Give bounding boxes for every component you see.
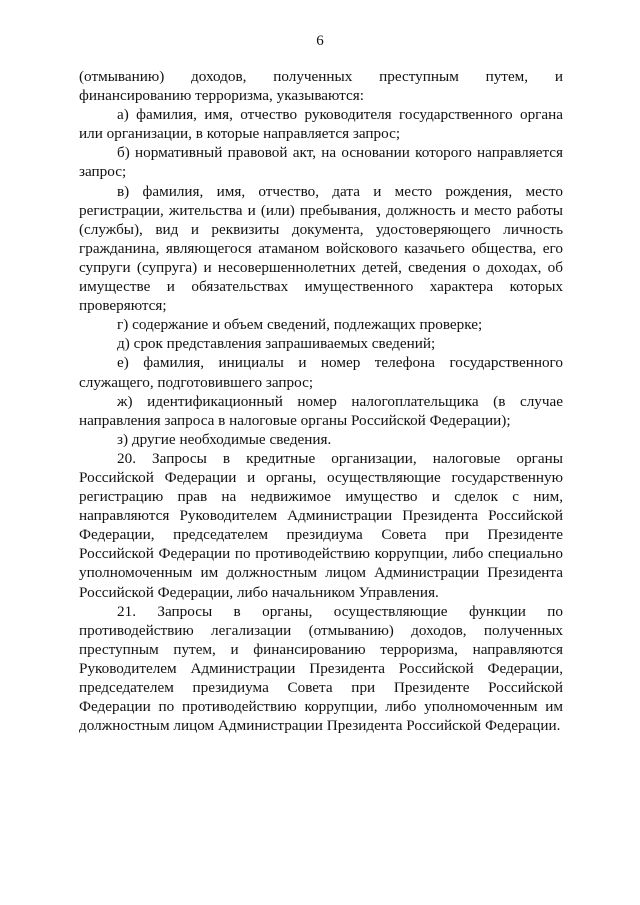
- paragraph-item-d: д) срок представления запрашиваемых сведений;: [117, 335, 436, 353]
- paragraph-section-21: 21. Запросы в органы, осуществляющие функции по противодействию легализации (отмыванию) доходов, полученных преступным путем, и финансированию терроризма, направляются Руководителем Администрации Президента Российской Федерации, председателем президиума Совета при Президенте Российской Федерации по противодействию коррупции, либо уполномоченным им должностным лицом Администрации Президента Российской Федерации.: [79, 602, 563, 735]
- document-body: [79, 67, 563, 735]
- paragraph-section-20: 20. Запросы в кредитные организации, налоговые органы Российской Федерации и органы, осуществляющие государственную регистрацию прав на недвижимое имущество и сделок с ним, направляются Руководителем Администрации Президента Российской Федерации, председателем президиума Совета при Президенте Российской Федерации по противодействию коррупции, либо специально уполномоченным им должностным лицом Администрации Президента Российской Федерации, либо начальником Управления.: [79, 449, 563, 601]
- page-number: 6: [316, 33, 324, 49]
- paragraph-item-zh: ж) идентификационный номер налогоплательщика (в случае направления запроса в налоговые органы Российской Федерации);: [79, 392, 563, 429]
- paragraph-item-e: е) фамилия, инициалы и номер телефона государственного служащего, подготовившего запрос;: [79, 354, 563, 391]
- paragraph-item-z: з) другие необходимые сведения.: [117, 430, 332, 448]
- paragraph-continuation: (отмыванию) доходов, полученных преступным путем, и финансированию терроризма, указываются:: [79, 68, 563, 105]
- paragraph-item-g: г) содержание и объем сведений, подлежащих проверке;: [117, 316, 483, 334]
- paragraph-item-v: в) фамилия, имя, отчество, дата и место рождения, место регистрации, жительства и (или) пребывания, должность и место работы (службы), вид и реквизиты документа, удостоверяющего личность гражданина, являющегося атаманом войскового казачьего общества, его супруги (супруга) и несовершеннолетних детей, сведения о доходах, об имуществе и обязательствах имущественного характера которых проверяются;: [79, 182, 563, 315]
- paragraph-item-b: б) нормативный правовой акт, на основании которого направляется запрос;: [79, 144, 563, 181]
- paragraph-item-a: а) фамилия, имя, отчество руководителя государственного органа или организации, в которые направляется запрос;: [79, 106, 563, 143]
